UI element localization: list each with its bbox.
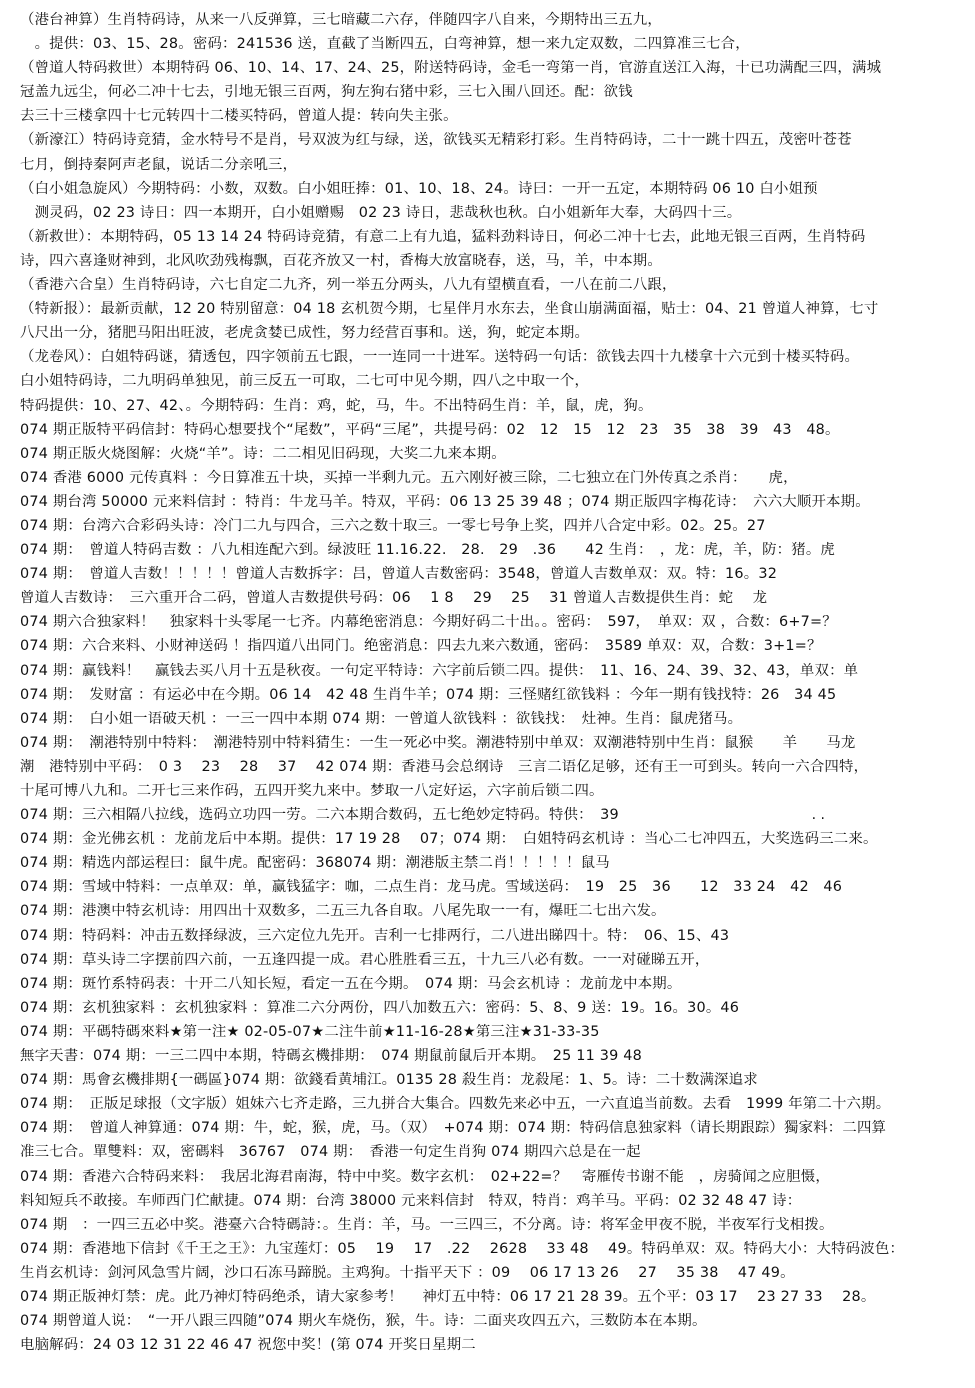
text-line: 七月，倒持秦阿声老鼠，说话二分亲吼三，: [20, 156, 298, 173]
text-line: 074 期：馬會玄機排期{一碼區}074 期：欲錢看黄埔江。0135 28 殺生肖：龙殺尾：1、5。诗：二十数满深追求: [20, 1072, 758, 1089]
stray-mark: · ·: [811, 811, 825, 827]
text-line: 074 期： 正版足球报（文字版）姐妹六七齐走路，三九拼合大集合。四数先来必中五，一六直追当前数。去看 1999 年第二十六期。: [20, 1096, 891, 1113]
text-line: 074 期：三六相隔八拉线，选码立功四一劳。二六本期合数码，五七绝妙定特码。特供： 39: [20, 807, 619, 824]
text-line: （新救世）：本期特码，05 13 14 24 特码诗竞猜，有意二上有九追，猛料劲料诗日，何必二冲十七去，此地无银三百两，生肖特码: [20, 228, 866, 245]
text-line: （特新报）：最新贡献，12 20 特别留意：04 18 玄机贺今期，七星伴月水东去，坐食山崩满面福，贴士：04、21 曾道人神算，七寸: [20, 301, 879, 318]
text-line: （曾道人特码救世）本期特码 06、10、14、17、24、25，附送特码诗，金毛一弯第一肖，官游直送江入海，十已功满配三四，满城: [20, 60, 882, 77]
text-line: 074 期六合独家料！ 独家料十头零尾一七齐。内幕绝密消息：今期好码二十出。。密码： 597， 单双：双 ，合数：6+7=？: [20, 614, 837, 631]
text-line: 074 期： 曾道人吉数！！！！！曾道人吉数拆字：吕，曾道人吉数密码：3548，曾道人吉数单双：双。特：16。32: [20, 566, 778, 583]
text-line: 074 期：六合来料、小财神送码 ！指四道八出同门。绝密消息：四去九来六数通，密码： 3589 单双：双，合数：3+1=？: [20, 638, 822, 655]
text-line: 074 期： 曾道人特码吉数 ：八九相连配六到。绿波旺 11.16.22. 28. 29 .36 42 生肖： ，龙：虎，羊，防：猪。虎: [20, 542, 836, 559]
text-line: 十尾可博八九和。二开七三来作码，五四开奖九来中。梦取一八定好运，六字前后锁二四。: [20, 783, 604, 799]
text-line: 料知短兵不敢接。车师西门伫献捷。074 期：台湾 38000 元来料信封 特双，特肖：鸡羊马。平码：02 32 48 47 诗：: [20, 1192, 802, 1209]
text-line: 特码提供：10、27、42、。今期特码：生肖：鸡，蛇，马，牛。不出特码生肖：羊，鼠，虎，狗。: [20, 397, 653, 414]
text-line: 去三十三楼拿四十七元转四十二楼买特码，曾道人提：转向失主张。: [20, 108, 458, 125]
text-line: 074 香港 6000 元传真料 ：今日算准五十块，买掉一半剩九元。五六刚好被三除，二七独立在门外传真之杀肖： 虎，: [20, 469, 798, 486]
text-line: 074 期：赢钱料！ 赢钱去买八月十五是秋夜。一句定平特诗：六字前后锁二四。提供： 11、16、24、39、32、43，单双：单: [20, 662, 859, 679]
text-line: 074 期：特码料：冲击五数择绿波，三六定位九先开。吉利一七排两行，二八进出睇四十。特： 06、15、43: [20, 927, 730, 944]
text-line: 無字天書：074 期：一三二四中本期，特碼玄機排期： 074 期鼠前鼠后开本期。 25 11 39 48: [20, 1048, 642, 1065]
text-line: 074 期：香港六合特码来料： 我居北海君南海，特中中奖。数字玄机： 02+22=？ 寄雁传书谢不能 ，房骑闻之应胆慑，: [20, 1168, 830, 1185]
text-line: 074 期：平碼特碼來料★第一注★ 02-05-07★二注牛前★11-16-28★第三注★31-33-35: [20, 1023, 600, 1040]
text-line: 白小姐特码诗，二九明码单独见，前三反五一可取，二七可中见今期，四八之中取一个，: [20, 373, 590, 390]
text-line: 潮 港特别中平码： 0 3 23 28 37 42 074 期：香港马会总纲诗 三言二语亿足够，还有王一可到头。转向一六合四特，: [20, 758, 869, 775]
text-body: [20, 8, 963, 1357]
text-line: 074 期： 白小姐一语破天机 ：一三一四中本期 074 期：一曾道人欲钱料 ：欲钱找： 灶神。生肖：鼠虎猪马。: [20, 710, 743, 727]
text-line: （龙卷风）：白姐特码谜，猜透包，四字领前五七跟，一一连同一十进军。送特码一句话：欲钱去四十九楼拿十六元到十楼买特码。: [20, 349, 860, 366]
text-line: 074 期曾道人说： “一开八跟三四随”074 期火车烧伤，猴，牛。诗：二面夹攻四五六，三数防本在本期。: [20, 1313, 707, 1330]
text-line: 074 期：斑竹系特码表：十开二八知长短，看定一五在今期。 074 期：马会玄机诗 ：龙前龙中本期。: [20, 975, 682, 992]
text-line: 074 期：雪域中特料：一点单双：单，赢钱猛字：咖，二点生肖：龙马虎。雪域送码： 19 25 36 12 33 24 42 46: [20, 879, 843, 896]
text-line: （香港六合皇）生肖特码诗，六七自定二九齐，列一举五分两头，八九有望横直看，一八在前二八跟，: [20, 277, 677, 294]
text-line: （新濠江）特码诗竞猜，金水特号不是肖，号双波为红与绿，送，欲钱买无精彩打彩。生肖特码诗，二十一跳十四五，茂密叶苍苍: [20, 132, 852, 149]
text-line: 电脑解码：24 03 12 31 22 46 47 祝您中奖！(第 074 开奖日星期二: [20, 1337, 476, 1354]
text-line: 074 期台湾 50000 元来料信封 ：特肖：牛龙马羊。特双，平码：06 13 25 39 48 ；074 期正版四字梅花诗： 六六大顺开本期。: [20, 493, 870, 510]
text-line: 074 期：精选内部运程曰：鼠牛虎。配密码：368074 期：潮港版主禁二肖！！！！！鼠马: [20, 855, 610, 872]
text-line: 074 期正版神灯禁：虎。此乃神灯特码绝杀，请大家参考！ 神灯五中特：06 17 21 28 39。五个平：03 17 23 27 33 28。: [20, 1288, 876, 1305]
text-line: 074 期：草头诗二字摆前四六前，一五逢四提一成。君心胜胜看三五，十九三八必有数。一一对碰睇五开，: [20, 951, 710, 968]
text-line: （白小姐急旋风）今期特码：小数，双数。白小姐旺捧：01、10、18、24。诗曰：一开一五定，本期特码 06 10 白小姐预: [20, 180, 818, 197]
text-line: 生肖玄机诗：剑河风急雪片阔，沙口石冻马蹄脱。主鸡狗。十指平天下 ：09 06 17 13 26 27 35 38 47 49。: [20, 1264, 795, 1281]
text-line: 诗，四六喜逢财神到，北风吹劲残梅飘，百花齐放又一村，香梅大放富晓春，送，马，羊，中本期。: [20, 252, 662, 269]
text-line: 074 期：香港地下信封《千王之王》：九宝莲灯：05 19 17 .22 2628 33 48 49。特码单双：双。特码大小：大特码波色：: [20, 1240, 905, 1257]
text-line: 。提供：03、15、28。密码：241536 送，直截了当断四五，白弯神算，想一来九定双数，二四算准三七合，: [20, 36, 750, 53]
text-line: 八尺出一分，猪肥马阳出旺波，老虎贪婪已成性，努力经营百事和。送，狗，蛇定本期。: [20, 325, 590, 342]
text-line: 准三七合。單雙料：双，密碼料 36767 074 期： 香港一句定生肖狗 074 期四六总是在一起: [20, 1144, 641, 1161]
text-line: 074 期正版特平码信封：特码心想要找个“尾数”，平码“三尾”，共提号码：02 12 15 12 23 35 38 39 43 48。: [20, 421, 840, 438]
text-line: 074 期：台湾六合彩码头诗：冷门二九与四合，三六之数十取三。一零七号争上奖，四并八合定中彩。02。25。27: [20, 517, 766, 534]
text-line: 冠盖九远尘，何必二冲十七去，引地无银三百两，狗左狗右猪中彩，三七入围八回还。配：欲钱: [20, 84, 633, 101]
text-line: 曾道人吉数诗： 三六重开合二码，曾道人吉数提供号码：06 1 8 29 25 31 曾道人吉数提供生肖：蛇 龙: [20, 590, 768, 607]
text-line: 074 期 ：一四三五必中奖。港臺六合特碼詩：。生肖：羊，马。一三四三，不分离。诗：将军金甲夜不脱，半夜军行戈相拨。: [20, 1216, 834, 1233]
text-line: 074 期：玄机独家料 ：玄机独家料 ：算准二六分两份，四八加数五六：密码：5、8、9 送：19。16。30。46: [20, 999, 740, 1016]
text-line: 074 期：金光佛玄机 ：龙前龙后中本期。提供：17 19 28 07；074 期： 白姐特码玄机诗 ：当心二七冲四五，大奖选码三二来。: [20, 831, 878, 848]
text-line: （港台神算）生肖特码诗，从来一八反弹算，三七暗藏二六存，伴随四字八自来，今期特出三五九，: [20, 12, 662, 28]
text-line: 074 期：港澳中特玄机诗：用四出十双数多，二五三九各自取。八尾先取一一有，爆旺二七出六发。: [20, 903, 666, 920]
text-line: 测灵码，02 23 诗日：四一本期开，白小姐赠赐 02 23 诗日，悲哉秋也秋。白小姐新年大奉，大码四十三。: [20, 204, 742, 221]
text-line: 074 期： 发财富 ：有运必中在今期。06 14 42 48 生肖牛羊；074 期：三怪赌红欲钱料 ：今年一期有钱找特：26 34 45: [20, 686, 837, 703]
text-line: 074 期： 曾道人神算通：074 期：牛，蛇，猴，虎，马。（双） +074 期：074 期：特码信息独家料（请长期跟踪）獨家料：二四算: [20, 1120, 887, 1137]
text-line: 074 期： 潮港特别中特料： 潮港特别中特料猜生：一生一死必中奖。潮港特别中单双：双潮港特别中生肖：鼠猴 羊 马龙: [20, 734, 856, 751]
text-line: 074 期正版火烧图解：火烧“羊”。诗：二二相见旧码现，大奖二九来本期。: [20, 445, 506, 462]
